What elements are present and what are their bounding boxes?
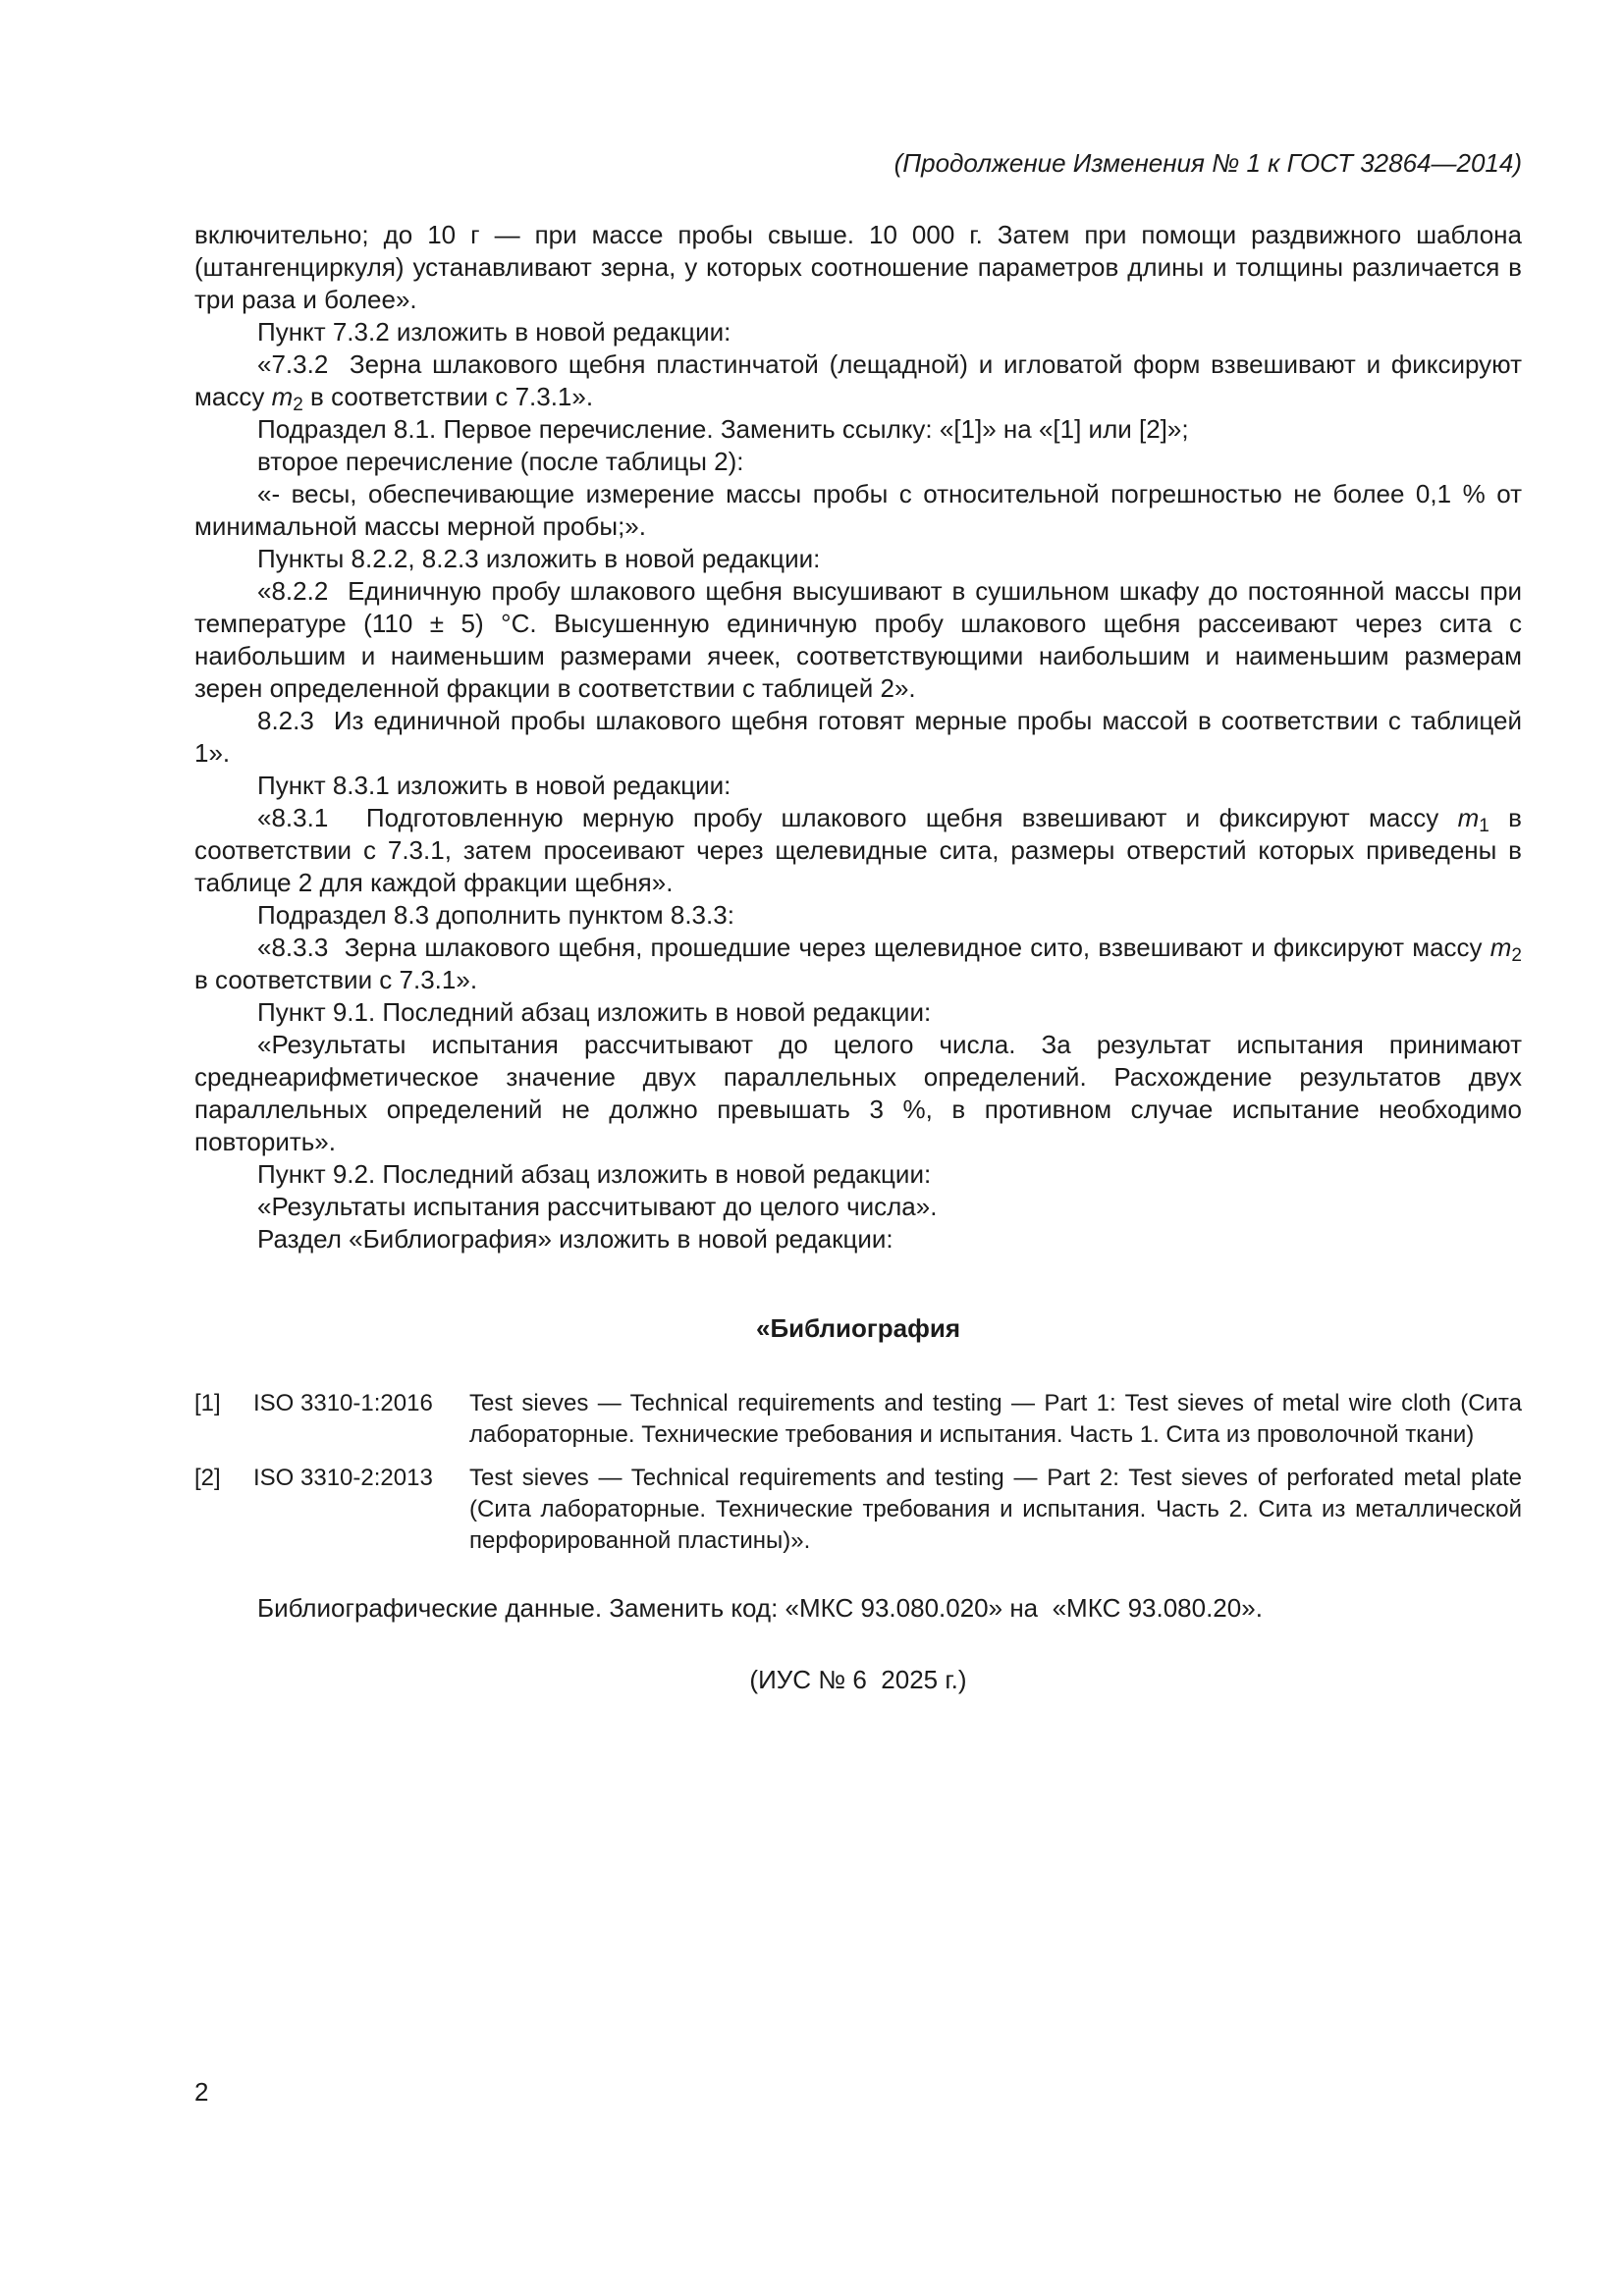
bib-ref-number: [1] — [194, 1390, 221, 1416]
paragraph: «Результаты испытания рассчитывают до целого числа». — [257, 1192, 938, 1221]
paragraph: «Результаты испытания рассчитывают до целого числа. За результат испытания принимают среднеарифметическое значение двух параллельных определений. Расхождение результатов двух параллельных определений не должно превышать 3 %, в противном случае испытание необходимо повторить». — [194, 1030, 1522, 1156]
paragraph: «8.3.1 Подготовленную мерную пробу шлакового щебня взвешивают и фиксируют массу $m_1$ в соответствии с 7.3.1, затем просеивают через щелевидные сита, размеры отверстий которых приведены в таблице 2 для каждой фракции щебня». — [194, 803, 1522, 897]
document-body — [194, 219, 1522, 1255]
bib-ref-number: [2] — [194, 1465, 221, 1491]
paragraph: «8.2.2 Единичную пробу шлакового щебня высушивают в сушильном шкафу до постоянной массы при температуре (110 ± 5) °С. Высушенную единичную пробу шлакового щебня рассеивают через сита с наибольшим и наименьшим размерами ячеек, соответствующими наибольшим и наименьшим размерам зерен определенной фракции в соответствии с таблицей 2». — [194, 576, 1522, 703]
bib-description: Test sieves — Technical requirements and testing — Part 2: Test sieves of perforated metal plate (Сита лабораторные. Технические требования и испытания. Часть 2. Сита из металлической перфорированной пластины)». — [469, 1465, 1522, 1554]
running-header: (Продолжение Изменения № 1 к ГОСТ 32864—2014) — [893, 148, 1522, 178]
paragraph: «- весы, обеспечивающие измерение массы пробы с относительной погрешностью не более 0,1 % от минимальной массы мерной пробы;». — [194, 479, 1522, 541]
bibliography-entry — [194, 1463, 1522, 1557]
paragraph: Пункты 8.2.2, 8.2.3 изложить в новой редакции: — [257, 544, 821, 573]
paragraph: включительно; до 10 г — при массе пробы свыше. 10 000 г. Затем при помощи раздвижного шаблона (штангенциркуля) устанавливают зерна, у которых соотношение параметров длины и толщины различается в три раза и более». — [194, 220, 1522, 314]
page-content — [194, 0, 1522, 1696]
paragraph: Пункт 8.3.1 изложить в новой редакции: — [257, 771, 731, 800]
issue-reference: (ИУС № 6 2025 г.) — [749, 1665, 967, 1694]
bibliographic-data-note: Библиографические данные. Заменить код: «МКС 93.080.020» на «МКС 93.080.20». — [257, 1593, 1263, 1623]
paragraph: второе перечисление (после таблицы 2): — [257, 447, 744, 476]
paragraph: Пункт 9.2. Последний абзац изложить в новой редакции: — [257, 1159, 932, 1189]
bib-standard-code: ISO 3310-2:2013 — [253, 1465, 433, 1491]
page-number: 2 — [194, 2077, 209, 2107]
paragraph: Подраздел 8.3 дополнить пунктом 8.3.3: — [257, 900, 734, 930]
paragraph: «7.3.2 Зерна шлакового щебня пластинчатой (лещадной) и игловатой форм взвешивают и фиксируют массу $m_2$ в соответствии с 7.3.1». — [194, 349, 1522, 415]
bib-description: Test sieves — Technical requirements and testing — Part 1: Test sieves of metal wire cloth (Сита лабораторные. Технические требования и испытания. Часть 1. Сита из проволочной ткани) — [469, 1390, 1522, 1448]
paragraph: «8.3.3 Зерна шлакового щебня, прошедшие через щелевидное сито, взвешивают и фиксируют массу $m_2$ в соответствии с 7.3.1». — [194, 933, 1522, 994]
paragraph: Пункт 9.1. Последний абзац изложить в новой редакции: — [257, 997, 932, 1027]
paragraph: Раздел «Библиография» изложить в новой редакции: — [257, 1224, 893, 1254]
bibliography-entry — [194, 1388, 1522, 1451]
paragraph: Подраздел 8.1. Первое перечисление. Заменить ссылку: «[1]» на «[1] или [2]»; — [257, 414, 1189, 444]
bib-standard-code: ISO 3310-1:2016 — [253, 1390, 433, 1416]
paragraph: 8.2.3 Из единичной пробы шлакового щебня готовят мерные пробы массой в соответствии с таблицей 1». — [194, 706, 1522, 768]
paragraph: Пункт 7.3.2 изложить в новой редакции: — [257, 317, 731, 347]
bibliography-list — [194, 1388, 1522, 1557]
bibliography-title: «Библиография — [756, 1313, 960, 1343]
